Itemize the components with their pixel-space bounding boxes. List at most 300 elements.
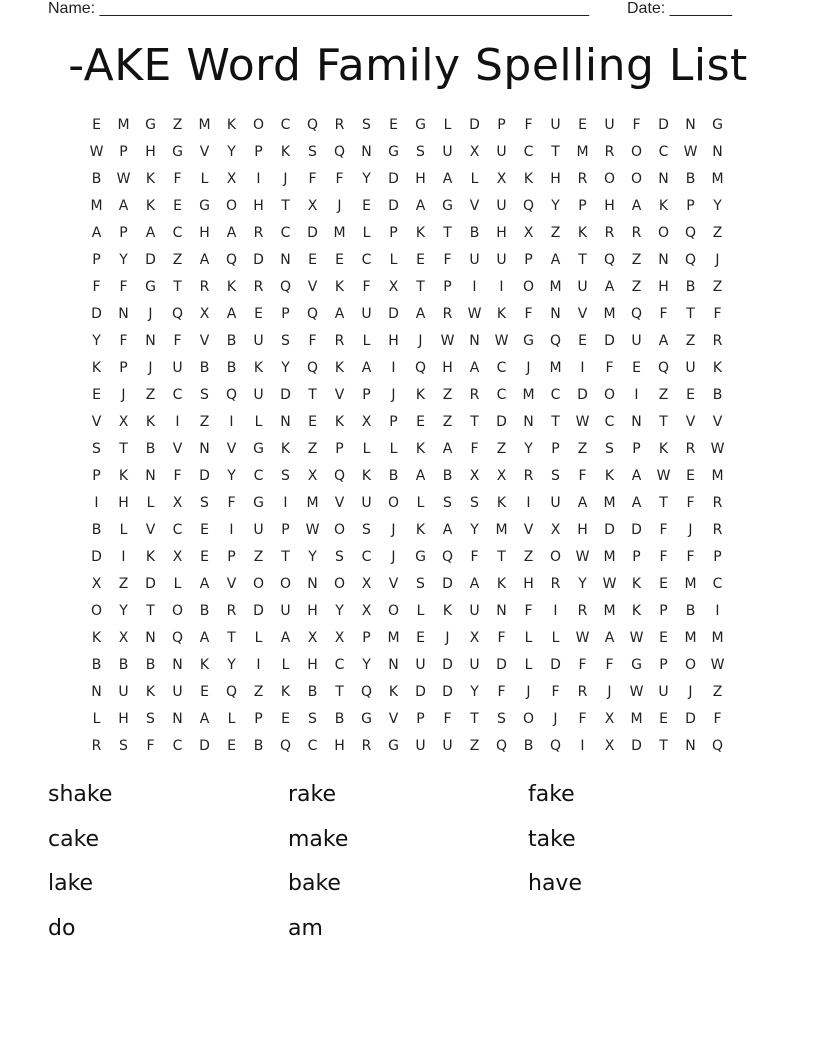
grid-letter: Y bbox=[578, 575, 587, 592]
grid-letter: T bbox=[578, 251, 587, 268]
grid-letter: P bbox=[524, 251, 533, 268]
word-list-item: have bbox=[528, 871, 582, 896]
grid-letter: H bbox=[604, 197, 615, 214]
grid-letter: A bbox=[91, 224, 102, 241]
grid-letter: F bbox=[119, 278, 128, 295]
grid-letter: O bbox=[603, 170, 616, 187]
grid-letter: J bbox=[553, 710, 558, 727]
grid-letter: K bbox=[145, 548, 156, 565]
grid-letter: K bbox=[226, 116, 237, 133]
grid-letter: K bbox=[361, 467, 372, 484]
grid-letter: Q bbox=[441, 548, 454, 565]
grid-letter: M bbox=[198, 116, 211, 133]
grid-letter: X bbox=[469, 467, 480, 484]
grid-letter: Q bbox=[279, 737, 292, 754]
grid-letter: N bbox=[388, 656, 399, 673]
grid-letter: B bbox=[388, 467, 399, 484]
grid-letter: S bbox=[200, 494, 209, 511]
word-list-item: lake bbox=[48, 871, 94, 896]
grid-letter: R bbox=[712, 521, 723, 538]
grid-letter: B bbox=[91, 521, 102, 538]
grid-letter: A bbox=[145, 224, 156, 241]
grid-letter: Z bbox=[442, 413, 453, 430]
grid-letter: I bbox=[391, 359, 396, 376]
grid-letter: W bbox=[710, 440, 725, 457]
grid-letter: V bbox=[172, 440, 183, 457]
grid-letter: J bbox=[121, 386, 126, 403]
grid-letter: D bbox=[631, 521, 642, 538]
grid-letter: V bbox=[334, 494, 345, 511]
date-line: Date: _______ bbox=[627, 0, 732, 17]
grid-letter: R bbox=[712, 332, 723, 349]
grid-letter: X bbox=[118, 629, 129, 646]
grid-letter: V bbox=[685, 413, 696, 430]
grid-letter: T bbox=[659, 737, 668, 754]
grid-letter: Y bbox=[335, 602, 344, 619]
grid-letter: L bbox=[146, 494, 155, 511]
grid-letter: E bbox=[659, 575, 668, 592]
grid-letter: D bbox=[496, 413, 507, 430]
grid-letter: Z bbox=[172, 251, 183, 268]
grid-letter: S bbox=[308, 143, 317, 160]
grid-letter: D bbox=[469, 116, 480, 133]
grid-letter: H bbox=[307, 602, 318, 619]
grid-letter: E bbox=[200, 683, 209, 700]
grid-letter: Y bbox=[470, 521, 479, 538]
grid-letter: M bbox=[603, 602, 616, 619]
grid-letter: J bbox=[526, 683, 531, 700]
grid-letter: U bbox=[604, 116, 615, 133]
grid-letter: A bbox=[577, 494, 588, 511]
grid-letter: E bbox=[578, 332, 587, 349]
grid-letter: Z bbox=[550, 224, 561, 241]
grid-letter: O bbox=[549, 548, 562, 565]
grid-letter: P bbox=[443, 278, 452, 295]
grid-letter: H bbox=[118, 494, 129, 511]
grid-letter: Z bbox=[172, 116, 183, 133]
grid-letter: D bbox=[388, 305, 399, 322]
grid-letter: P bbox=[227, 548, 236, 565]
grid-letter: G bbox=[712, 116, 723, 133]
grid-letter: H bbox=[550, 170, 561, 187]
grid-letter: E bbox=[632, 359, 641, 376]
grid-letter: K bbox=[280, 440, 291, 457]
grid-letter: Y bbox=[308, 548, 317, 565]
grid-letter: V bbox=[199, 332, 210, 349]
grid-letter: R bbox=[442, 305, 453, 322]
grid-letter: K bbox=[496, 494, 507, 511]
grid-letter: J bbox=[337, 197, 342, 214]
grid-letter: F bbox=[713, 305, 722, 322]
grid-letter: F bbox=[443, 251, 452, 268]
grid-letter: V bbox=[712, 413, 723, 430]
grid-letter: M bbox=[522, 386, 535, 403]
grid-letter: E bbox=[578, 116, 587, 133]
grid-letter: P bbox=[686, 197, 695, 214]
grid-letter: T bbox=[335, 683, 344, 700]
grid-letter: P bbox=[632, 440, 641, 457]
grid-letter: E bbox=[254, 305, 263, 322]
grid-letter: F bbox=[605, 359, 614, 376]
grid-letter: B bbox=[226, 332, 237, 349]
grid-letter: R bbox=[253, 224, 264, 241]
grid-letter: M bbox=[333, 224, 346, 241]
grid-letter: W bbox=[116, 170, 131, 187]
grid-letter: U bbox=[496, 197, 507, 214]
grid-letter: A bbox=[631, 494, 642, 511]
grid-letter: J bbox=[688, 521, 693, 538]
grid-letter: L bbox=[362, 224, 371, 241]
grid-letter: H bbox=[253, 197, 264, 214]
grid-letter: U bbox=[577, 278, 588, 295]
word-list bbox=[48, 778, 768, 956]
grid-letter: X bbox=[199, 305, 210, 322]
grid-letter: Q bbox=[495, 737, 508, 754]
grid-letter: R bbox=[199, 278, 210, 295]
grid-letter: V bbox=[469, 197, 480, 214]
grid-letter: C bbox=[253, 467, 264, 484]
grid-letter: P bbox=[92, 467, 101, 484]
grid-letter: G bbox=[415, 116, 426, 133]
grid-letter: D bbox=[442, 575, 453, 592]
grid-letter: A bbox=[442, 440, 453, 457]
grid-letter: K bbox=[91, 359, 102, 376]
grid-letter: U bbox=[469, 602, 480, 619]
grid-letter: K bbox=[118, 467, 129, 484]
word-list-item: take bbox=[528, 826, 576, 852]
grid-letter: Z bbox=[253, 683, 264, 700]
page-title: -AKE Word Family Spelling List bbox=[68, 40, 748, 91]
grid-letter: J bbox=[688, 683, 693, 700]
grid-letter: K bbox=[280, 683, 291, 700]
grid-letter: D bbox=[199, 467, 210, 484]
grid-letter: K bbox=[91, 629, 102, 646]
grid-letter: L bbox=[254, 413, 263, 430]
grid-letter: Y bbox=[713, 197, 722, 214]
grid-letter: V bbox=[91, 413, 102, 430]
grid-letter: X bbox=[469, 629, 480, 646]
grid-letter: C bbox=[334, 656, 345, 673]
grid-letter: X bbox=[604, 710, 615, 727]
grid-letter: X bbox=[307, 629, 318, 646]
grid-letter: H bbox=[307, 656, 318, 673]
grid-letter: V bbox=[577, 305, 588, 322]
grid-letter: B bbox=[307, 683, 318, 700]
grid-letter: W bbox=[467, 305, 482, 322]
grid-letter: Q bbox=[225, 683, 238, 700]
grid-letter: S bbox=[362, 521, 371, 538]
grid-letter: P bbox=[497, 116, 506, 133]
grid-letter: Y bbox=[119, 251, 128, 268]
grid-letter: H bbox=[199, 224, 210, 241]
grid-letter: B bbox=[145, 440, 156, 457]
grid-letter: F bbox=[92, 278, 101, 295]
grid-letter: B bbox=[199, 359, 210, 376]
grid-letter: Z bbox=[199, 413, 210, 430]
grid-letter: M bbox=[711, 629, 724, 646]
grid-letter: E bbox=[200, 521, 209, 538]
grid-letter: N bbox=[172, 656, 183, 673]
grid-letter: O bbox=[522, 710, 535, 727]
grid-letter: P bbox=[389, 413, 398, 430]
grid-letter: K bbox=[334, 359, 345, 376]
grid-letter: N bbox=[307, 575, 318, 592]
grid-letter: Y bbox=[227, 467, 236, 484]
grid-letter: L bbox=[200, 170, 209, 187]
grid-letter: F bbox=[578, 656, 587, 673]
grid-letter: B bbox=[712, 386, 723, 403]
grid-letter: F bbox=[578, 467, 587, 484]
grid-letter: N bbox=[145, 629, 156, 646]
grid-letter: T bbox=[119, 440, 128, 457]
grid-letter: R bbox=[361, 737, 372, 754]
grid-letter: S bbox=[146, 710, 155, 727]
grid-letter: E bbox=[92, 116, 101, 133]
grid-letter: T bbox=[686, 305, 695, 322]
grid-letter: P bbox=[578, 197, 587, 214]
grid-letter: Y bbox=[227, 656, 236, 673]
grid-letter: I bbox=[283, 494, 288, 511]
grid-letter: F bbox=[524, 305, 533, 322]
grid-letter: S bbox=[335, 548, 344, 565]
grid-letter: V bbox=[388, 575, 399, 592]
grid-letter: F bbox=[146, 737, 155, 754]
grid-letter: U bbox=[469, 656, 480, 673]
grid-letter: T bbox=[227, 629, 236, 646]
grid-letter: J bbox=[391, 521, 396, 538]
grid-letter: G bbox=[253, 494, 264, 511]
grid-letter: D bbox=[442, 683, 453, 700]
grid-letter: Y bbox=[227, 143, 236, 160]
grid-letter: X bbox=[334, 629, 345, 646]
grid-letter: E bbox=[686, 386, 695, 403]
grid-letter: U bbox=[172, 683, 183, 700]
grid-letter: A bbox=[334, 305, 345, 322]
grid-letter: P bbox=[659, 602, 668, 619]
grid-letter: I bbox=[229, 521, 234, 538]
grid-letter: F bbox=[173, 467, 182, 484]
grid-letter: P bbox=[119, 224, 128, 241]
grid-letter: J bbox=[148, 305, 153, 322]
grid-letter: A bbox=[469, 359, 480, 376]
grid-letter: R bbox=[91, 737, 102, 754]
grid-letter: P bbox=[362, 386, 371, 403]
grid-letter: A bbox=[118, 197, 129, 214]
grid-letter: D bbox=[280, 386, 291, 403]
grid-letter: F bbox=[524, 602, 533, 619]
grid-letter: S bbox=[551, 467, 560, 484]
grid-letter: U bbox=[685, 359, 696, 376]
grid-letter: M bbox=[684, 575, 697, 592]
grid-letter: R bbox=[334, 116, 345, 133]
grid-letter: C bbox=[604, 413, 615, 430]
grid-letter: X bbox=[550, 521, 561, 538]
grid-letter: T bbox=[659, 413, 668, 430]
grid-letter: P bbox=[713, 548, 722, 565]
grid-letter: U bbox=[496, 251, 507, 268]
grid-letter: F bbox=[659, 305, 668, 322]
grid-letter: F bbox=[524, 116, 533, 133]
grid-letter: A bbox=[550, 251, 561, 268]
grid-letter: D bbox=[658, 116, 669, 133]
grid-letter: Y bbox=[92, 332, 101, 349]
grid-letter: T bbox=[551, 413, 560, 430]
grid-letter: T bbox=[173, 278, 182, 295]
grid-letter: J bbox=[283, 170, 288, 187]
grid-letter: I bbox=[121, 548, 126, 565]
grid-letter: L bbox=[254, 629, 263, 646]
grid-letter: D bbox=[415, 683, 426, 700]
grid-letter: M bbox=[387, 629, 400, 646]
grid-letter: F bbox=[308, 332, 317, 349]
grid-letter: E bbox=[416, 629, 425, 646]
grid-letter: S bbox=[470, 494, 479, 511]
grid-letter: K bbox=[658, 440, 669, 457]
grid-letter: C bbox=[172, 737, 183, 754]
grid-letter: G bbox=[388, 737, 399, 754]
grid-letter: K bbox=[226, 278, 237, 295]
grid-letter: V bbox=[226, 440, 237, 457]
grid-letter: F bbox=[551, 683, 560, 700]
grid-letter: M bbox=[576, 143, 589, 160]
grid-letter: N bbox=[172, 710, 183, 727]
grid-letter: E bbox=[659, 710, 668, 727]
grid-letter: U bbox=[442, 737, 453, 754]
grid-letter: E bbox=[659, 629, 668, 646]
grid-letter: K bbox=[280, 143, 291, 160]
grid-letter: Q bbox=[657, 359, 670, 376]
grid-letter: H bbox=[577, 521, 588, 538]
grid-letter: K bbox=[712, 359, 723, 376]
grid-letter: Z bbox=[631, 251, 642, 268]
grid-letter: Q bbox=[603, 251, 616, 268]
grid-letter: I bbox=[580, 359, 585, 376]
grid-letter: M bbox=[684, 629, 697, 646]
grid-letter: P bbox=[551, 440, 560, 457]
grid-letter: J bbox=[715, 251, 720, 268]
grid-letter: Q bbox=[684, 251, 697, 268]
grid-letter: U bbox=[361, 494, 372, 511]
grid-letter: M bbox=[495, 521, 508, 538]
grid-letter: U bbox=[118, 683, 129, 700]
grid-letter: H bbox=[118, 710, 129, 727]
grid-letter: Z bbox=[442, 386, 453, 403]
grid-letter: A bbox=[280, 629, 291, 646]
grid-letter: O bbox=[387, 494, 400, 511]
grid-letter: P bbox=[254, 143, 263, 160]
grid-letter: N bbox=[145, 332, 156, 349]
grid-letter: J bbox=[526, 359, 531, 376]
grid-letter: S bbox=[119, 737, 128, 754]
grid-letter: R bbox=[604, 143, 615, 160]
grid-letter: F bbox=[362, 278, 371, 295]
grid-letter: F bbox=[470, 440, 479, 457]
grid-letter: N bbox=[361, 143, 372, 160]
grid-letter: R bbox=[712, 494, 723, 511]
grid-letter: Y bbox=[551, 197, 560, 214]
grid-letter: G bbox=[631, 656, 642, 673]
grid-letter: A bbox=[442, 521, 453, 538]
grid-letter: X bbox=[172, 494, 183, 511]
grid-letter: D bbox=[253, 602, 264, 619]
grid-letter: N bbox=[631, 413, 642, 430]
grid-letter: R bbox=[334, 332, 345, 349]
word-list-item: make bbox=[288, 826, 349, 852]
grid-letter: B bbox=[226, 359, 237, 376]
grid-letter: Q bbox=[306, 116, 319, 133]
word-list-item: cake bbox=[48, 826, 100, 852]
grid-letter: I bbox=[256, 170, 261, 187]
grid-letter: U bbox=[550, 494, 561, 511]
grid-letter: Q bbox=[522, 197, 535, 214]
grid-letter: I bbox=[499, 278, 504, 295]
grid-letter: N bbox=[523, 413, 534, 430]
grid-letter: C bbox=[280, 116, 291, 133]
grid-letter: Z bbox=[523, 548, 534, 565]
grid-letter: O bbox=[684, 656, 697, 673]
grid-letter: F bbox=[659, 521, 668, 538]
grid-letter: U bbox=[631, 332, 642, 349]
grid-letter: C bbox=[496, 386, 507, 403]
grid-letter: D bbox=[388, 170, 399, 187]
word-search-grid bbox=[83, 111, 731, 759]
grid-letter: E bbox=[92, 386, 101, 403]
grid-letter: A bbox=[604, 278, 615, 295]
grid-letter: F bbox=[335, 170, 344, 187]
grid-letter: H bbox=[388, 332, 399, 349]
grid-letter: R bbox=[577, 170, 588, 187]
grid-letter: Q bbox=[279, 278, 292, 295]
grid-letter: W bbox=[629, 683, 644, 700]
grid-letter: N bbox=[658, 251, 669, 268]
grid-letter: F bbox=[173, 332, 182, 349]
grid-letter: H bbox=[415, 170, 426, 187]
grid-letter: Z bbox=[712, 278, 723, 295]
grid-letter: S bbox=[281, 332, 290, 349]
grid-letter: O bbox=[225, 197, 238, 214]
grid-letter: X bbox=[361, 413, 372, 430]
grid-letter: G bbox=[199, 197, 210, 214]
grid-letter: F bbox=[605, 656, 614, 673]
grid-letter: P bbox=[659, 656, 668, 673]
grid-letter: O bbox=[171, 602, 184, 619]
grid-letter: Q bbox=[414, 359, 427, 376]
grid-letter: X bbox=[496, 467, 507, 484]
grid-letter: K bbox=[631, 602, 642, 619]
grid-letter: W bbox=[656, 467, 671, 484]
grid-letter: D bbox=[550, 656, 561, 673]
grid-letter: E bbox=[416, 413, 425, 430]
grid-letter: P bbox=[92, 251, 101, 268]
word-list-item: rake bbox=[288, 782, 337, 807]
grid-letter: G bbox=[145, 278, 156, 295]
grid-letter: V bbox=[145, 521, 156, 538]
grid-letter: X bbox=[118, 413, 129, 430]
grid-letter: T bbox=[416, 278, 425, 295]
grid-letter: D bbox=[307, 224, 318, 241]
grid-letter: F bbox=[470, 548, 479, 565]
grid-letter: R bbox=[550, 575, 561, 592]
grid-letter: U bbox=[469, 251, 480, 268]
grid-letter: M bbox=[549, 278, 562, 295]
grid-letter: E bbox=[308, 413, 317, 430]
grid-letter: I bbox=[175, 413, 180, 430]
grid-letter: B bbox=[253, 737, 264, 754]
grid-letter: Q bbox=[225, 251, 238, 268]
grid-letter: T bbox=[281, 548, 290, 565]
grid-letter: R bbox=[604, 224, 615, 241]
grid-letter: V bbox=[523, 521, 534, 538]
